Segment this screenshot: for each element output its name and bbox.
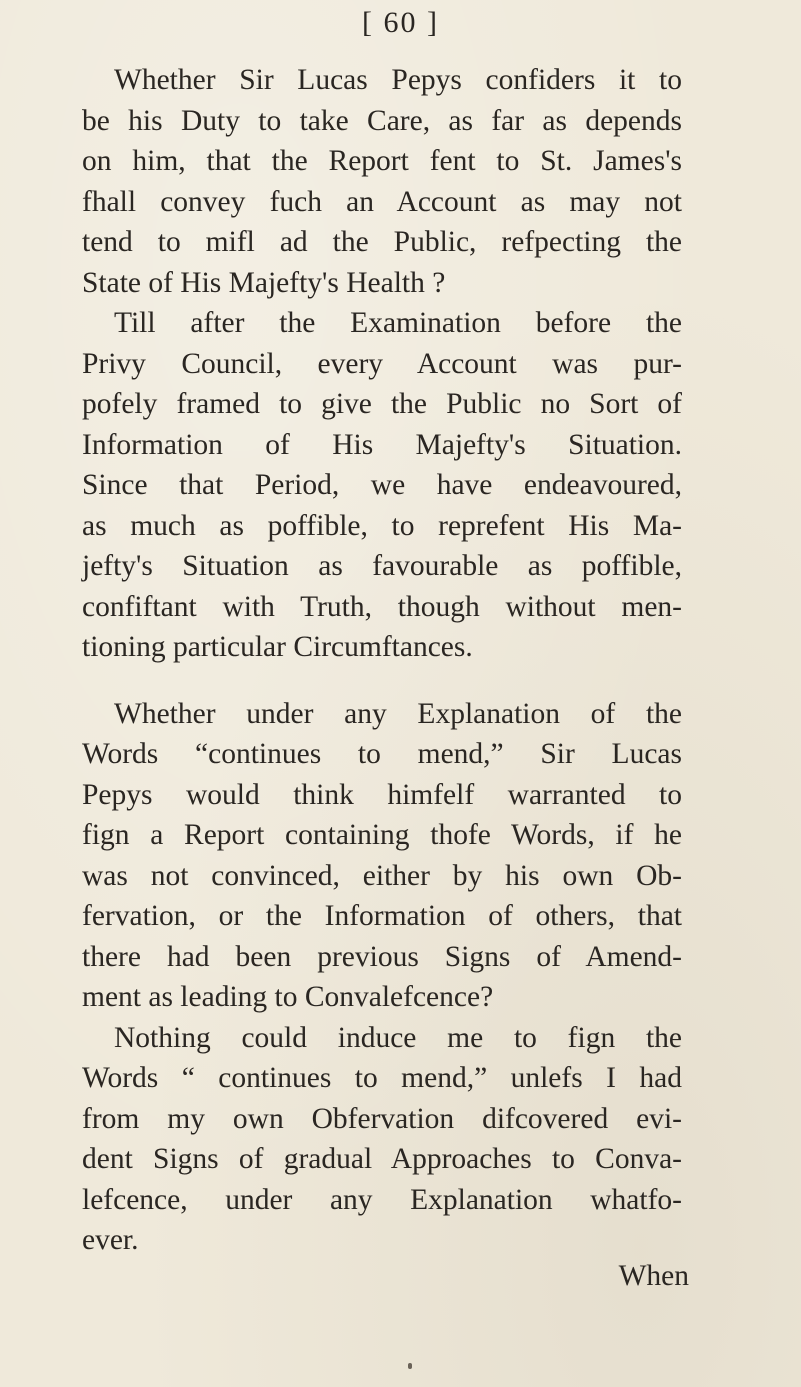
ink-speck bbox=[408, 1363, 412, 1369]
text-line: jefty's Situation as favourable as poffible, bbox=[82, 550, 682, 582]
paragraph-answer-2 bbox=[82, 1018, 682, 1261]
paragraph-answer-1 bbox=[82, 303, 682, 668]
text-line: Privy Council, every Account was pur- bbox=[82, 347, 682, 380]
text-line: State of His Majefty's Health ? bbox=[82, 266, 446, 299]
text-line: on him, that the Report fent to St. James's bbox=[82, 145, 682, 177]
text-line: Information of His Majefty's Situation. bbox=[82, 428, 682, 461]
text-line: Nothing could induce me to fign the bbox=[114, 1021, 682, 1054]
text-line: Pepys would think himfelf warranted to bbox=[82, 778, 682, 811]
text-line: Till after the Examination before the bbox=[114, 307, 682, 339]
text-line: Words “ continues to mend,” unlefs I had bbox=[82, 1062, 682, 1094]
body-text bbox=[82, 60, 682, 1261]
paragraph-question-2 bbox=[82, 694, 682, 1018]
text-line: tioning particular Circumftances. bbox=[82, 631, 473, 663]
text-line: was not convinced, either by his own Ob- bbox=[82, 859, 682, 892]
paragraph-gap bbox=[82, 668, 682, 694]
text-line: fervation, or the Information of others, that bbox=[82, 900, 682, 932]
catchword: When bbox=[618, 1260, 689, 1292]
text-line: Whether under any Explanation of the bbox=[114, 697, 682, 730]
text-line: confiftant with Truth, though without men- bbox=[82, 590, 682, 623]
text-line: from my own Obfervation difcovered evi- bbox=[82, 1102, 682, 1135]
paragraph-question-1 bbox=[82, 60, 682, 303]
text-line: Whether Sir Lucas Pepys confiders it to bbox=[114, 64, 682, 96]
text-line: pofely framed to give the Public no Sort of bbox=[82, 388, 682, 420]
text-line: ment as leading to Convalefcence? bbox=[82, 981, 494, 1013]
text-line: lefcence, under any Explanation whatfo- bbox=[82, 1183, 682, 1216]
text-line: Words “continues to mend,” Sir Lucas bbox=[82, 738, 682, 770]
page-number: [ 60 ] bbox=[362, 6, 439, 39]
text-line: fhall convey fuch an Account as may not bbox=[82, 185, 682, 218]
text-line: as much as poffible, to reprefent His Ma- bbox=[82, 509, 682, 542]
text-line: Since that Period, we have endeavoured, bbox=[82, 469, 682, 501]
text-line: tend to mifl ad the Public, refpecting the bbox=[82, 226, 682, 258]
text-line: fign a Report containing thofe Words, if he bbox=[82, 819, 682, 851]
text-line: dent Signs of gradual Approaches to Conva- bbox=[82, 1143, 682, 1175]
text-line: be his Duty to take Care, as far as depends bbox=[82, 104, 682, 137]
text-line: ever. bbox=[82, 1224, 139, 1256]
text-line: there had been previous Signs of Amend- bbox=[82, 940, 682, 973]
